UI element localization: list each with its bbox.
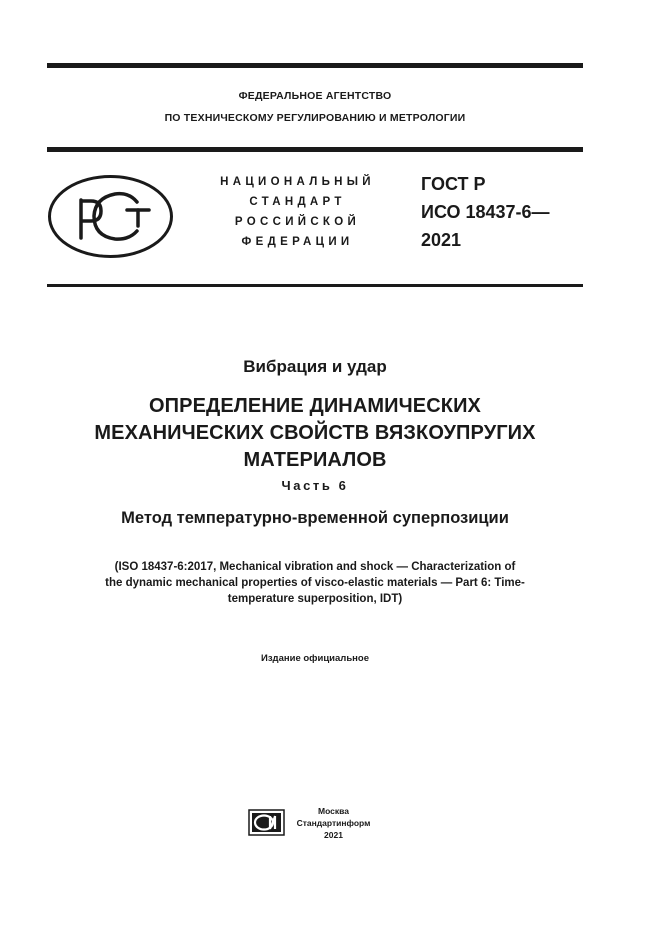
iso-reference [60,559,570,607]
top-rule [47,63,583,68]
standard-kind-line: РОССИЙСКОЙ [234,216,361,228]
standartinform-icon [248,809,285,836]
iso-reference-line: (ISO 18437-6:2017, Mechanical vibration and shock — Characterization of [114,561,516,573]
title-topic: Вибрация и удар [243,357,387,376]
main-title-line: ОПРЕДЕЛЕНИЕ ДИНАМИЧЕСКИХ [149,395,481,417]
method-title: Метод температурно-временной суперпозиции [121,509,509,527]
designation-line: 2021 [421,230,462,250]
part-label: Часть 6 [281,478,349,493]
bottom-rule [47,284,583,287]
rst-certification-icon [47,174,174,259]
agency-line-1: ФЕДЕРАЛЬНОЕ АГЕНТСТВО [238,90,392,102]
standard-designation [421,170,550,254]
publisher-year: 2021 [324,830,343,840]
publisher-city: Москва [318,806,349,816]
main-title-line: МЕХАНИЧЕСКИХ СВОЙСТВ ВЯЗКОУПРУГИХ [94,422,536,444]
publisher-info [296,805,371,841]
standard-kind [200,172,395,252]
designation-line: ГОСТ Р [421,174,486,194]
publisher-name: Стандартинформ [296,818,371,828]
standard-kind-line: ФЕДЕРАЦИИ [241,236,354,248]
iso-reference-line: temperature superposition, IDT) [227,593,403,605]
agency-line-2: ПО ТЕХНИЧЕСКОМУ РЕГУЛИРОВАНИЮ И МЕТРОЛОГИИ [164,112,466,124]
standard-kind-line: НАЦИОНАЛЬНЫЙ [220,176,375,188]
main-title-line: МАТЕРИАЛОВ [243,449,387,471]
middle-rule [47,147,583,152]
main-title [47,393,583,474]
edition-label: Издание официальное [261,653,369,664]
standard-kind-line: СТАНДАРТ [249,196,346,208]
designation-line: ИСО 18437-6— [421,202,550,222]
iso-reference-line: the dynamic mechanical properties of visco-elastic materials — Part 6: Time- [105,577,525,589]
